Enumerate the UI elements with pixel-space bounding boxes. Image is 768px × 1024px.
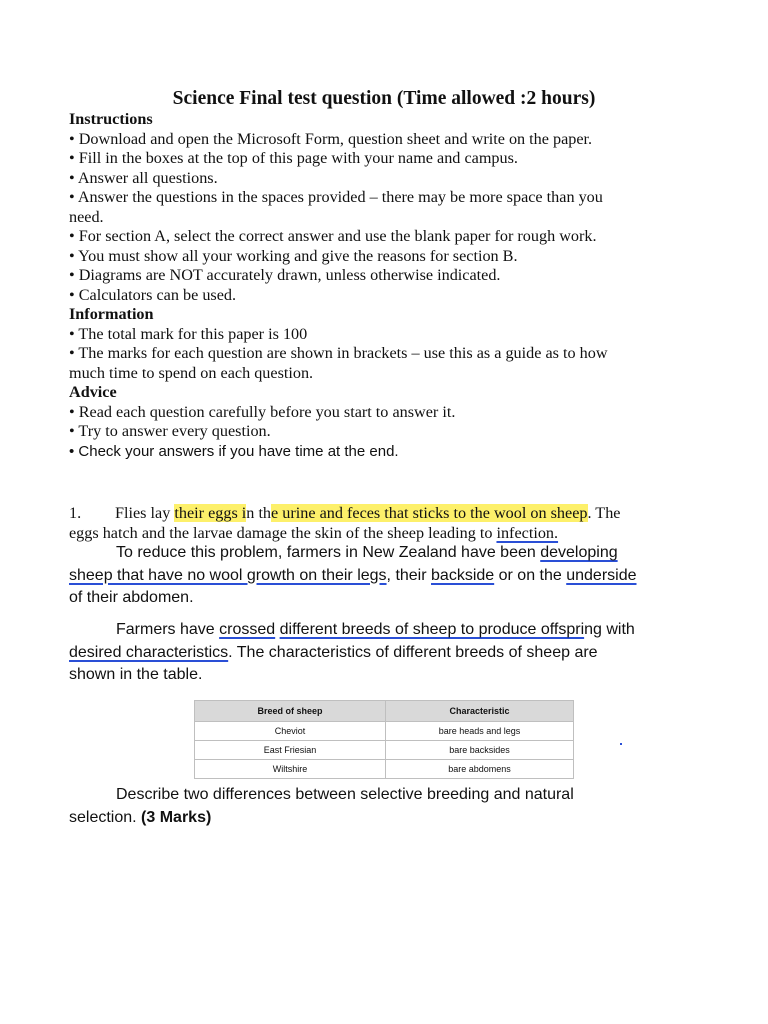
instruction-item: • Answer the questions in the spaces provided – there may be more space than you — [69, 188, 603, 206]
text-span: eggs hatch and the larvae damage the skin of the sheep leading to — [69, 524, 497, 542]
text-span: Flies lay — [115, 504, 175, 522]
question-1-line-1 — [69, 503, 699, 523]
ink-dot — [620, 743, 622, 745]
text-span: of their abdomen. — [69, 589, 194, 606]
instruction-item: • Download and open the Microsoft Form, question sheet and write on the paper. — [69, 129, 593, 148]
characteristic-cell: bare backsides — [386, 741, 574, 760]
text-span: n th — [246, 504, 272, 522]
table-header-row — [195, 701, 574, 722]
text-span: To reduce this problem, farmers in New Zealand have been — [116, 544, 541, 561]
breed-cell: East Friesian — [195, 741, 386, 760]
breed-cell: Cheviot — [195, 722, 386, 741]
page-title: Science Final test question (Time allowed :2 hours) — [172, 88, 596, 109]
information-item: • The marks for each question are shown in brackets – use this as a guide as to how — [69, 344, 608, 362]
breed-cell: Wiltshire — [195, 760, 386, 779]
text-span: or on the — [494, 566, 567, 584]
instruction-item: • For section A, select the correct answer and use the blank paper for rough work. — [69, 227, 597, 245]
table-row — [195, 760, 574, 779]
table-header-breed: Breed of sheep — [195, 701, 386, 722]
highlighted-text: e urine and feces that sticks to the wool on sheep — [271, 504, 588, 522]
underlined-text: different breeds of sheep to produce offspri — [279, 621, 585, 638]
instructions-heading: Instructions — [69, 110, 153, 128]
question-1-paragraph-2 — [69, 542, 699, 610]
instruction-item: • Answer all questions. — [69, 168, 218, 187]
instruction-item-continued: need. — [69, 207, 104, 226]
advice-item: • Try to answer every question. — [69, 422, 271, 440]
instruction-item: • You must show all your working and give the reasons for section B. — [69, 246, 518, 265]
advice-item: • Read each question carefully before you start to answer it. — [69, 402, 456, 421]
characteristic-cell: bare abdomens — [386, 760, 574, 779]
information-item: • The total mark for this paper is 100 — [69, 324, 308, 343]
table-header-characteristic: Characteristic — [386, 701, 574, 722]
table-row — [195, 741, 574, 760]
instruction-item: • Calculators can be used. — [69, 285, 237, 304]
underlined-text: sheep that have no wool growth on their legs — [69, 566, 387, 584]
underlined-text: backside — [431, 566, 495, 584]
characteristic-cell: bare heads and legs — [386, 722, 574, 741]
instruction-item: • Fill in the boxes at the top of this page with your name and campus. — [69, 149, 518, 167]
question-1-prompt — [69, 784, 699, 829]
text-span: ng with — [584, 621, 635, 638]
information-heading: Information — [69, 305, 154, 323]
text-span: . The characteristics of different breeds of sheep are — [228, 643, 598, 661]
information-item-continued: much time to spend on each question. — [69, 363, 314, 382]
instructions-section — [69, 110, 699, 461]
underlined-text: infection. — [496, 524, 559, 542]
text-span: . The — [587, 504, 621, 522]
text-span: Describe two differences between selective breeding and natural — [116, 786, 574, 803]
question-1-paragraph-3 — [69, 619, 699, 687]
instruction-item: • Diagrams are NOT accurately drawn, unless otherwise indicated. — [69, 266, 501, 284]
question-1 — [69, 503, 699, 543]
text-span: selection. — [69, 808, 142, 826]
underlined-text: underside — [566, 566, 637, 584]
underlined-text: crossed — [219, 621, 276, 638]
underlined-text: developing — [540, 544, 618, 561]
underlined-text: desired characteristics — [69, 643, 229, 661]
marks-label: (3 Marks) — [141, 808, 212, 826]
question-number: 1. — [69, 504, 82, 522]
advice-item: • Check your answers if you have time at the end. — [69, 442, 399, 460]
sheep-breeds-table — [194, 700, 574, 779]
table-row — [195, 722, 574, 741]
advice-heading: Advice — [69, 383, 117, 401]
text-span: shown in the table. — [69, 666, 203, 683]
text-span: Farmers have — [116, 621, 220, 638]
question-1-line-2 — [69, 523, 699, 543]
text-span: , their — [386, 566, 432, 584]
highlighted-text: their eggs i — [174, 504, 247, 522]
